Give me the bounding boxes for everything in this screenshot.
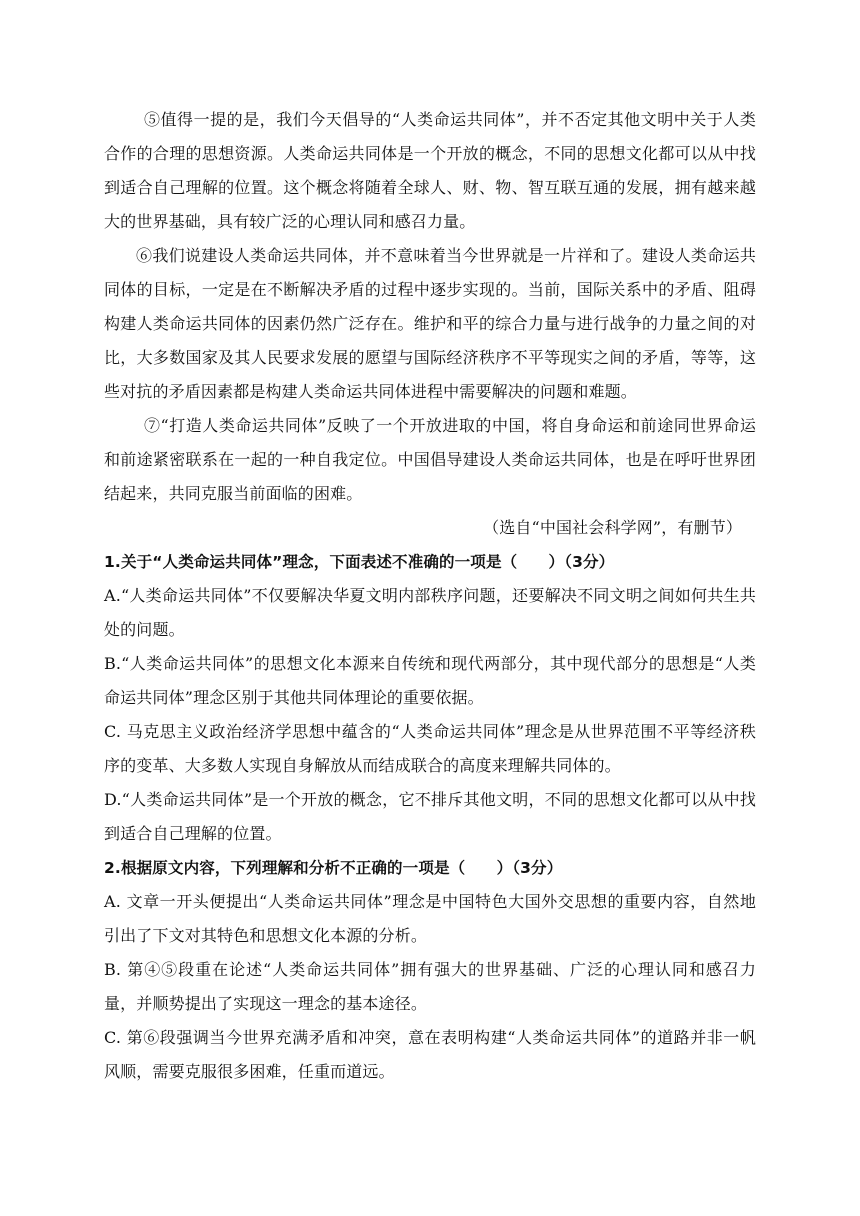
passage-paragraph-6: ⑥我们说建设人类命运共同体，并不意味着当今世界就是一片祥和了。建设人类命运共同体的目标，一定是在不断解决矛盾的过程中逐步实现的。当前，国际关系中的矛盾、阻碍构建人类命运共同体的因素仍然广泛存在。维护和平的综合力量与进行战争的力量之间的对比，大多数国家及其人民要求发展的愿望与国际经济秩序不平等现实之间的矛盾，等等，这些对抗的矛盾因素都是构建人类命运共同体进程中需要解决的问题和难题。 [104, 246, 756, 401]
question-1-option-c: C. 马克思主义政治经济学思想中蕴含的“人类命运共同体”理念是从世界范围不平等经济秩序的变革、大多数人实现自身解放从而结成联合的高度来理解共同体的。 [104, 722, 756, 775]
question-2-option-c: C. 第⑥段强调当今世界充满矛盾和冲突，意在表明构建“人类命运共同体”的道路并非一帆风顺，需要克服很多困难，任重而道远。 [104, 1028, 756, 1081]
document-content [104, 103, 756, 1089]
question-2-stem: 2.根据原文内容，下列理解和分析不正确的一项是（ ）（3分） [104, 859, 563, 877]
question-1-option-a: A.“人类命运共同体”不仅要解决华夏文明内部秩序问题，还要解决不同文明之间如何共生共处的问题。 [104, 586, 756, 639]
question-1-option-b: B.“人类命运共同体”的思想文化本源来自传统和现代两部分，其中现代部分的思想是“人类命运共同体”理念区别于其他共同体理论的重要依据。 [104, 654, 756, 707]
question-1-option-d: D.“人类命运共同体”是一个开放的概念，它不排斥其他文明，不同的思想文化都可以从中找到适合自己理解的位置。 [104, 790, 756, 843]
question-2-option-a: A. 文章一开头便提出“人类命运共同体”理念是中国特色大国外交思想的重要内容，自然地引出了下文对其特色和思想文化本源的分析。 [104, 892, 756, 945]
question-1-stem: 1.关于“人类命运共同体”理念，下面表述不准确的一项是（ ）（3分） [104, 553, 615, 571]
passage-paragraph-5: ⑤值得一提的是，我们今天倡导的“人类命运共同体”，并不否定其他文明中关于人类合作的合理的思想资源。人类命运共同体是一个开放的概念，不同的思想文化都可以从中找到适合自己理解的位置。这个概念将随着全球人、财、物、智互联互通的发展，拥有越来越大的世界基础，具有较广泛的心理认同和感召力量。 [104, 110, 756, 231]
question-2-option-b: B. 第④⑤段重在论述“人类命运共同体”拥有强大的世界基础、广泛的心理认同和感召力量，并顺势提出了实现这一理念的基本途径。 [104, 960, 756, 1013]
passage-source: （选自“中国社会科学网”，有删节） [483, 518, 742, 537]
passage-paragraph-7: ⑦“打造人类命运共同体”反映了一个开放进取的中国，将自身命运和前途同世界命运和前途紧密联系在一起的一种自我定位。中国倡导建设人类命运共同体，也是在呼吁世界团结起来，共同克服当前面临的困难。 [104, 416, 756, 503]
